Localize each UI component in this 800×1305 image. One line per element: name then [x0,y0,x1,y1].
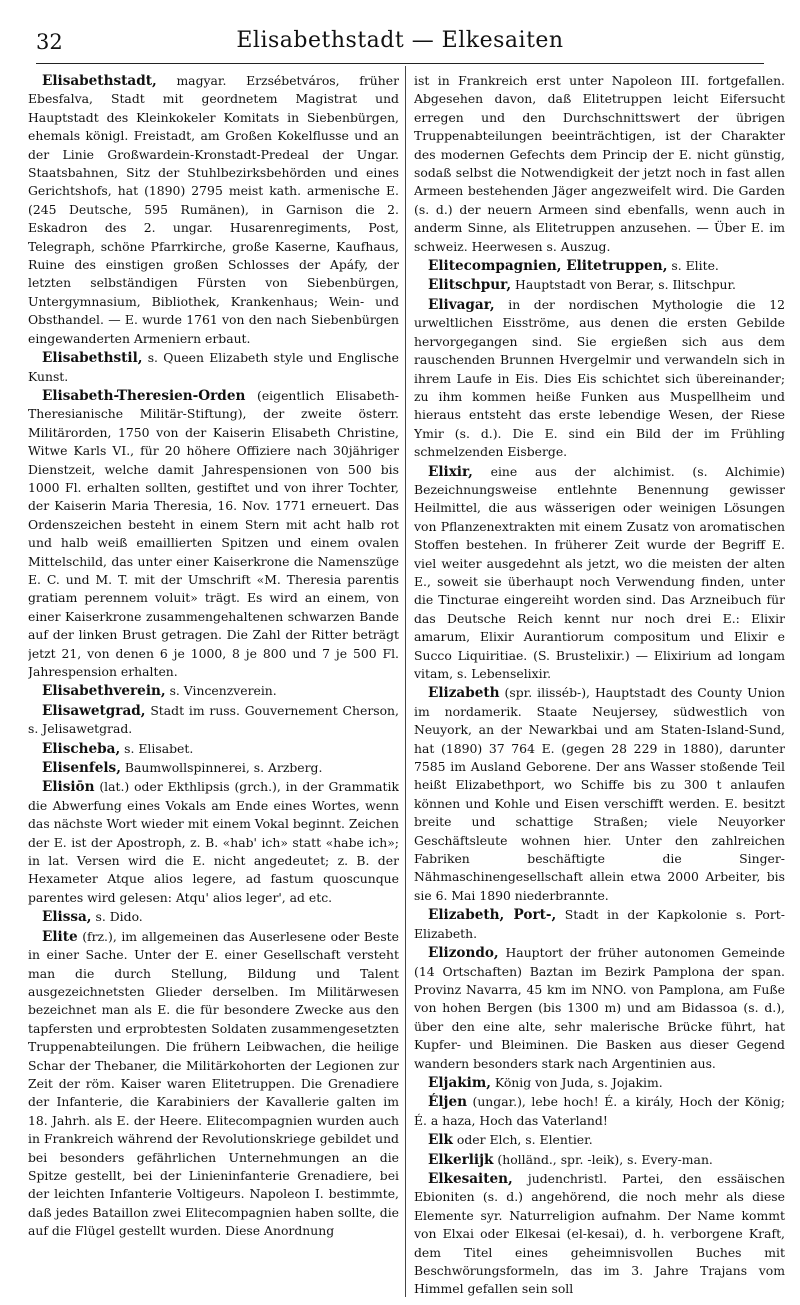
entry-headword: Elisabethverein, [42,683,166,700]
dictionary-entry [414,1151,785,1169]
entry-headword: Elisabethstil, [42,350,143,367]
entry-headword: Elizabeth [428,685,500,702]
dictionary-entry [414,72,785,256]
entry-text: (holländ., spr. -leik), s. Every-man. [497,1151,713,1167]
dictionary-entry [28,740,399,758]
entry-headword: Elizondo, [428,945,499,962]
entry-headword: Elitecompagnien, Elitetruppen, [428,258,668,275]
dictionary-entry [28,349,399,386]
dictionary-entry [414,276,785,294]
entry-text: (spr. ilisséb-), Hauptstadt des County Union im nordamerik. Staate Neujersey, südwestlich von Neuyork, an der Newarkbai und am Staten-Island-Sund, hat (1890) 37 764 E. (gegen 28 229 in 1880), darunter 7585 im Ausland Geborene. Der ans Wasser stoßende Teil heißt Elizabethport, wo Schiffe bis zu 300 t anlaufen können und Kohle und Eisen verschifft werden. E. besitzt breite und schattige Straßen; viele Neuyorker Geschäftsleute wohnen hier. Unter den zahlreichen Fabriken beschäftigte die Singer-Nähmaschinengesellschaft allein etwa 2000 Arbeiter, bis sie 6. Mai 1890 niederbrannte. [414,685,785,903]
page-number: 32 [36,30,63,54]
entry-headword: Elisenfels, [42,760,121,777]
entry-text: s. Elisabet. [124,740,194,756]
entry-text: König von Juda, s. Jojakim. [494,1074,663,1090]
dictionary-entry [414,463,785,684]
entry-headword: Elisabethstadt, [42,73,157,89]
column-divider [405,66,406,1297]
entry-headword: Elk [428,1132,453,1149]
dictionary-entry [28,682,399,700]
entry-headword: Elitschpur, [428,277,512,294]
page-header [36,22,764,62]
entry-text: s. Vincenzverein. [169,683,277,699]
entry-headword: Éljen [428,1094,467,1111]
entry-headword: Elisabeth-Theresien-Orden [42,387,246,404]
dictionary-entry [414,1131,785,1149]
entry-headword: Elixir, [428,463,473,480]
entry-text: magyar. Erzsébetváros, früher Ebesfalva, Stadt mit geordnetem Magistrat und Hauptstadt des Kleinkokeler Komitats in Siebenbürgen, ehemals königl. Freistadt, am Großen Kokelflusse und an der Linie Großwardein-Kronstadt-Predeal der Ungar. Staatsbahnen, Sitz der Stuhlbezirksbehörden und eines Gerichtshofs, hat (1890) 2795 meist kath. armenische E. (245 Deutsche, 595 Rumänen), in Garnison die 2. Eskadron des 2. ungar. Husarenregiments, Post, Telegraph, schöne Pfarrkirche, große Kaserne, Kaufhaus, Ruine des einstigen großen Schlosses der Apáfy, der letzten selbständigen Fürsten von Siebenbürgen, Untergymnasium, Bibliothek, Krankenhaus; Wein- und Obsthandel. — E. wurde 1761 von den nach Siebenbürgen eingewanderten Armeniern erbaut. [28,73,399,346]
entry-text: (frz.), im allgemeinen das Auserlesene oder Beste in einer Sache. Unter der E. einer Gesellschaft versteht man die durch Stellung, Bildung und Talent ausgezeichnetsten Glieder derselben. Im Militärwesen bezeichnet man als E. die für besondere Zwecke aus den tapfersten und erprobtesten Soldaten zusammengesetzten Truppenabteilungen. Die frühern Leibwachen, die heilige Schar der Thebaner, die Militärkohorten der Legionen zur Zeit der röm. Kaiser waren Elitetruppen. Die Grenadiere der Infanterie, die Karabiniers der Kavallerie galten im 18. Jahrh. als E. der Heere. Elitecompagnien wurden auch in Frankreich während der Revolutionskriege gebildet und bei besonders gefährlichen Unternehmungen an die Spitze gestellt, bei der Linieninfanterie Grenadiere, bei der leichten Infanterie Voltigeurs. Napoleon I. bestimmte, daß jedes Bataillon zwei Elitecompagnien haben sollte, die auf die Flügel gestellt wurden. Diese Anordnung [28,928,399,1239]
dictionary-entry [28,759,399,777]
entry-headword: Elissa, [42,909,92,926]
entry-headword: Elkesaiten, [428,1170,513,1187]
header-rule [36,63,764,64]
dictionary-entry [28,908,399,926]
entry-headword: Elisiōn [42,779,95,796]
dictionary-entry [414,906,785,943]
dictionary-entry [414,1170,785,1297]
entry-headword: Elkerlijk [428,1151,494,1168]
entry-text: in der nordischen Mythologie die 12 urweltlichen Eisströme, aus denen die ersten Gebilde hervorgegangen sind. Sie ergießen sich aus dem rauschenden Brunnen Hvergelmir und verwandeln sich in ihrem Laufe in Eis. Dies Eis schichtet sich übereinander; zu ihm kommen heiße Funken aus Muspellheim und hieraus entsteht das erste lebendige Wesen, der Riese Ymir (s. d.). Die E. sind ein Bild der im Frühling schmelzenden Eisberge. [414,296,785,460]
entry-headword: Elischeba, [42,740,121,757]
entry-text: s. Elite. [671,258,719,274]
dictionary-entry [28,928,399,1241]
entry-headword: Elizabeth, Port-, [428,907,557,924]
entry-text: judenchristl. Partei, den essäischen Ebioniten (s. d.) angehörend, die noch mehr als diese Elemente syr. Naturreligion aufnahm. Der Name kommt von Elxai oder Elkesai (el-kesai), d. h. verborgene Kraft, dem Titel eines geheimnisvollen Buches mit Beschwörungsformeln, das im 3. Jahre Trajans vom Himmel gefallen sein soll [414,1170,785,1297]
entry-headword: Eljakim, [428,1074,491,1091]
entry-text: eine aus der alchimist. (s. Alchimie) Bezeichnungsweise entlehnte Benennung gewisser Heilmittel, die aus wässerigen oder weinigen Lösungen von Pflanzenextrakten mit einem Zusatz von aromatischen Stoffen bestehen. In früherer Zeit wurde der Begriff E. viel weiter ausgedehnt als jetzt, wo die meisten der alten E., soweit sie überhaupt noch Verwendung finden, unter die Tincturae eingereiht worden sind. Das Arzneibuch für das Deutsche Reich kennt nur noch drei E.: Elixir amarum, Elixir Aurantiorum compositum und Elixir e Succo Liquiritiae. (S. Brustelixir.) — Elixirium ad longam vitam, s. Lebenselixir. [414,463,785,681]
dictionary-entry [28,778,399,907]
dictionary-entry [414,1074,785,1092]
entry-text: Stadt in der Kapkolonie s. Port-Elizabeth. [414,907,785,941]
entry-text: Hauptstadt von Berar, s. Ilitschpur. [515,277,736,293]
entry-text: (lat.) oder Ekthlipsis (grch.), in der Grammatik die Abwerfung eines Vokals am Ende eines Wortes, wenn das nächste Wort wieder mit einem Vokal beginnt. Zeichen der E. ist der Apostroph, z. B. «hab' ich» statt «habe ich»; in lat. Versen wird die E. nicht angedeutet; z. B. der Hexameter Atque alios legere, ad fastum quoscunque parentes wird gelesen: Atqu' alios leger', ad etc. [28,779,399,905]
entry-text: Hauptort der früher autonomen Gemeinde (14 Ortschaften) Baztan im Bezirk Pamplona der span. Provinz Navarra, 45 km im NNO. von Pamplona, am Fuße von hohen Bergen (bis 1300 m) und am Bidassoa (s. d.), über den eine alte, sehr malerische Brücke führt, hat Kupfer- und Bleiminen. Die Basken aus dieser Gegend wandern besonders stark nach Argentinien aus. [414,945,785,1071]
dictionary-entry [414,684,785,905]
dictionary-entry [414,257,785,275]
entry-headword: Elite [42,928,78,945]
right-column [414,72,785,1297]
dictionary-entry [414,1093,785,1130]
running-title: Elisabethstadt — Elkesaiten [236,28,564,53]
entry-text: Baumwollspinnerei, s. Arzberg. [124,760,323,776]
dictionary-entry [28,72,399,348]
entry-text: Stadt im russ. Gouvernement Cherson, s. Jelisawetgrad. [28,702,399,737]
entry-text: (ungar.), lebe hoch! É. a király, Hoch der König; É. a haza, Hoch das Vaterland! [414,1094,785,1128]
entry-text: ist in Frankreich erst unter Napoleon III. fortgefallen. Abgesehen davon, daß Elitetruppen leicht Eifersucht erregen und den Durchschnittswert der übrigen Truppenabteilungen beeinträchtigen, ist der Charakter des modernen Gefechts dem Princip der E. nicht günstig, sodaß selbst die Notwendigkeit der jetzt noch in fast allen Armeen bestehenden Jäger angezweifelt wird. Die Garden (s. d.) der neuern Armeen sind ebenfalls, wenn auch in anderm Sinne, als Elitetruppen anzusehen. — Über E. im schweiz. Heerwesen s. Auszug. [414,73,785,254]
left-column [28,72,399,1297]
entry-text: (eigentlich Elisabeth-Theresianische Militär-Stiftung), der zweite österr. Militärorden, 1750 von der Kaiserin Elisabeth Christine, Witwe Karls VI., für 20 höhere Offiziere nach 30jähriger Dienstzeit, welche damit Jahrespensionen von 500 bis 1000 Fl. erhalten sollten, gestiftet und von ihrer Tochter, der Kaiserin Maria Theresia, 16. Nov. 1771 erneuert. Das Ordenszeichen besteht in einem Stern mit acht halb rot und halb weiß emaillierten Spitzen und einem ovalen Mittelschild, das unter einer Kaiserkrone die Namenszüge E. C. und M. T. mit der Umschrift «M. Theresia parentis gratiam perennem voluit» trägt. Es wird an einem, von einer Kaiserkrone zusammengehaltenen schwarzen Bande auf der linken Brust getragen. Die Zahl der Ritter beträgt jetzt 21, von denen 6 je 1000, 8 je 800 und 7 je 500 Fl. Jahrespension erhalten. [28,387,399,679]
entry-headword: Elivagar, [428,296,495,313]
dictionary-entry [414,296,785,462]
dictionary-entry [414,944,785,1073]
entry-headword: Elisawetgrad, [42,702,146,719]
entry-text: s. Queen Elizabeth style und Englische Kunst. [28,350,399,384]
entry-text: oder Elch, s. Elentier. [456,1132,593,1148]
dictionary-entry [28,387,399,682]
dictionary-entry [28,702,399,739]
entry-text: s. Dido. [95,909,143,925]
